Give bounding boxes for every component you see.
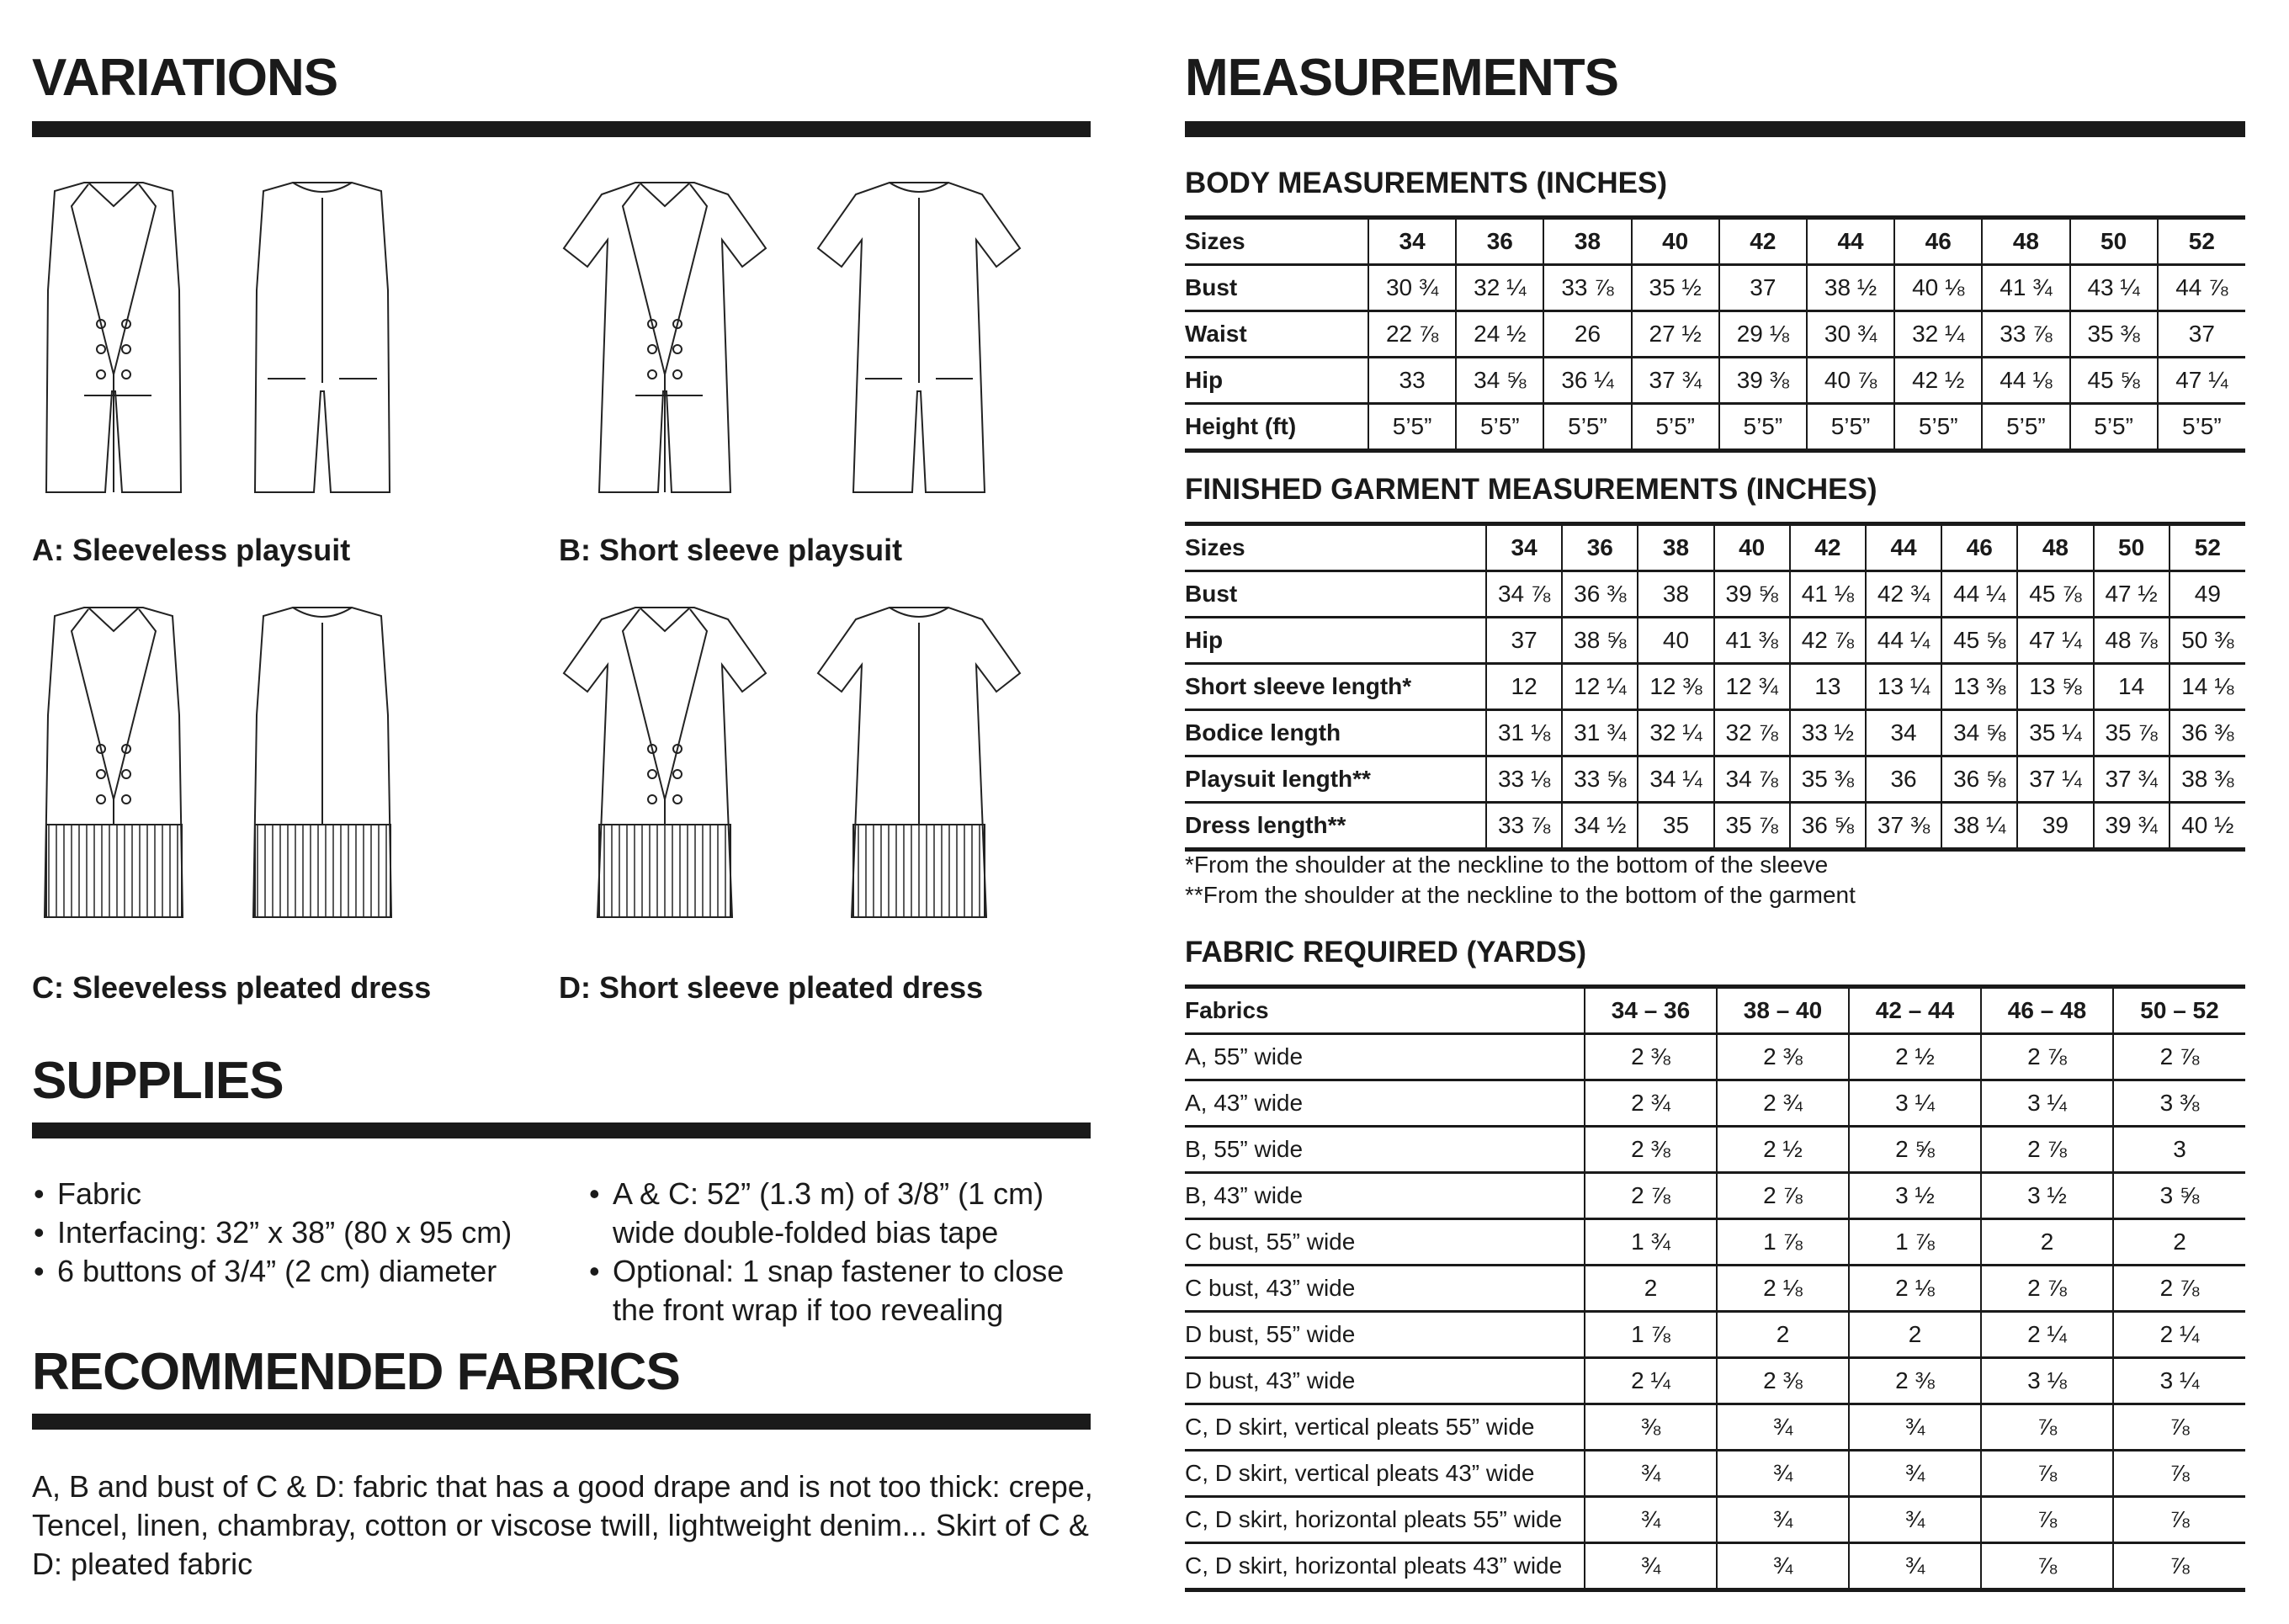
table-cell: 41 ⅜: [1714, 618, 1790, 664]
table-cell: 2: [2113, 1219, 2245, 1266]
table-cell: 2 ⅜: [1717, 1358, 1849, 1404]
table-cell: 2 ⅞: [1717, 1173, 1849, 1219]
row-label: Bodice length: [1185, 710, 1486, 756]
table-row: [1185, 664, 2245, 710]
table-cell: 35: [1638, 803, 1713, 850]
illustration-d-back: [810, 597, 1028, 934]
table-cell: 5’5”: [1894, 404, 1982, 451]
table-cell: 34: [1866, 710, 1941, 756]
table-cell: 36 ⅝: [1941, 756, 2017, 803]
table-cell: 44: [1866, 524, 1941, 571]
table-cell: 1 ⅞: [1585, 1312, 1717, 1358]
table-row: [1185, 1127, 2245, 1173]
sleeveless-playsuit-front-drawing: [34, 172, 194, 509]
table-row: [1185, 1451, 2245, 1497]
table-cell: ⅞: [2113, 1404, 2245, 1451]
table-cell: 30 ¾: [1368, 265, 1456, 311]
table-cell: 33 ⅝: [1562, 756, 1638, 803]
row-label: Hip: [1185, 358, 1368, 404]
table-cell: 1 ¾: [1585, 1219, 1717, 1266]
table-row: [1185, 358, 2245, 404]
table-cell: 2 ⅞: [1981, 1034, 2113, 1080]
table-cell: 42 – 44: [1849, 987, 1981, 1034]
table-cell: 40 ½: [2170, 803, 2245, 850]
table-row: [1185, 710, 2245, 756]
table-cell: ¾: [1717, 1451, 1849, 1497]
row-label: C bust, 43” wide: [1185, 1266, 1585, 1312]
table-cell: 3 ½: [1849, 1173, 1981, 1219]
table-cell: 40: [1638, 618, 1713, 664]
supply-item: • Interfacing: 32” x 38” (80 x 95 cm): [34, 1213, 564, 1252]
table-cell: ¾: [1585, 1497, 1717, 1543]
table-cell: 32 ¼: [1638, 710, 1713, 756]
table-cell: 1 ⅞: [1717, 1219, 1849, 1266]
table-cell: 48: [1982, 218, 2069, 265]
table-cell: 2 ⅜: [1717, 1034, 1849, 1080]
table-cell: 50 – 52: [2113, 987, 2245, 1034]
table-cell: 41 ⅛: [1790, 571, 1866, 618]
table-cell: 2 ⅜: [1849, 1358, 1981, 1404]
table-cell: 46 – 48: [1981, 987, 2113, 1034]
table-cell: ⅞: [2113, 1543, 2245, 1590]
table-cell: 52: [2158, 218, 2245, 265]
table-cell: 3 ¼: [2113, 1358, 2245, 1404]
table-cell: 37 ¼: [2017, 756, 2093, 803]
table-cell: 30 ¾: [1807, 311, 1894, 358]
table-cell: 32 ¼: [1894, 311, 1982, 358]
row-label: Sizes: [1185, 524, 1486, 571]
table-cell: 38 ½: [1807, 265, 1894, 311]
section-rule: [1185, 121, 2245, 137]
variations-title: VARIATIONS: [32, 49, 338, 107]
table-cell: 44 ¼: [1866, 618, 1941, 664]
table-cell: 37: [1486, 618, 1562, 664]
table-cell: 42: [1719, 218, 1807, 265]
table-cell: 35 ⅞: [2094, 710, 2170, 756]
table-cell: ⅞: [1981, 1404, 2113, 1451]
short-sleeve-dress-front-drawing: [555, 597, 774, 934]
table-cell: 5’5”: [2158, 404, 2245, 451]
table-cell: 33: [1368, 358, 1456, 404]
fabric-required-table: [1185, 984, 2245, 1592]
table-cell: 34 ¼: [1638, 756, 1713, 803]
table-cell: 32 ¼: [1456, 265, 1543, 311]
table-cell: 42: [1790, 524, 1866, 571]
table-cell: 5’5”: [1807, 404, 1894, 451]
table-cell: 35 ¼: [2017, 710, 2093, 756]
section-rule: [32, 121, 1091, 137]
table-cell: 38: [1543, 218, 1631, 265]
table-cell: 31 ¾: [1562, 710, 1638, 756]
table-cell: 2 ⅞: [2113, 1034, 2245, 1080]
table-cell: 2 ⅜: [1585, 1034, 1717, 1080]
table-cell: ⅞: [1981, 1543, 2113, 1590]
table-cell: 2 ⅝: [1849, 1127, 1981, 1173]
table-cell: 38: [1638, 571, 1713, 618]
table-cell: 2: [1717, 1312, 1849, 1358]
table-header-row: [1185, 218, 2245, 265]
illustration-a-front: [34, 172, 194, 509]
table-cell: 34 ½: [1562, 803, 1638, 850]
supplies-title: SUPPLIES: [32, 1052, 284, 1110]
table-cell: 36 ⅝: [1790, 803, 1866, 850]
section-rule: [32, 1414, 1091, 1430]
recommended-fabrics-text: A, B and bust of C & D: fabric that has a good drape and is not too thick: crepe, Tencel, linen, chambray, cotton or viscose twill, lightweight denim... Skirt of C & D: pleated fabric: [32, 1469, 1093, 1581]
table-cell: 42 ½: [1894, 358, 1982, 404]
table-cell: 38 ⅝: [1562, 618, 1638, 664]
table-cell: 39 ¾: [2094, 803, 2170, 850]
table-cell: 13 ¼: [1866, 664, 1941, 710]
table-row: [1185, 1312, 2245, 1358]
short-sleeve-playsuit-back-drawing: [810, 172, 1028, 509]
illustration-a-back: [242, 172, 402, 509]
row-label: A, 55” wide: [1185, 1034, 1585, 1080]
table-cell: 2 ¼: [2113, 1312, 2245, 1358]
table-cell: 5’5”: [1982, 404, 2069, 451]
table-cell: 2 ⅜: [1585, 1127, 1717, 1173]
illustration-d-front: [555, 597, 774, 934]
short-sleeve-playsuit-front-drawing: [555, 172, 774, 509]
table-cell: 38 ⅜: [2170, 756, 2245, 803]
table-cell: ¾: [1849, 1543, 1981, 1590]
table-row: [1185, 618, 2245, 664]
supply-item: • 6 buttons of 3/4” (2 cm) diameter: [34, 1252, 564, 1291]
row-label: B, 43” wide: [1185, 1173, 1585, 1219]
table-cell: 40: [1632, 218, 1719, 265]
table-cell: 12 ⅜: [1638, 664, 1713, 710]
illustration-b-front: [555, 172, 774, 509]
table-cell: 2: [1849, 1312, 1981, 1358]
table-cell: 12 ¾: [1714, 664, 1790, 710]
table-cell: 5’5”: [2070, 404, 2158, 451]
table-row: [1185, 1173, 2245, 1219]
table-cell: 39 ⅝: [1714, 571, 1790, 618]
footnote-sleeve: *From the shoulder at the neckline to the bottom of the sleeve: [1185, 852, 1829, 878]
table-cell: 42 ¾: [1866, 571, 1941, 618]
table-cell: 2: [1981, 1219, 2113, 1266]
table-cell: 2 ¾: [1717, 1080, 1849, 1127]
table-cell: 36 ⅜: [2170, 710, 2245, 756]
row-label: Bust: [1185, 265, 1368, 311]
row-label: Fabrics: [1185, 987, 1585, 1034]
table-row: [1185, 756, 2245, 803]
table-cell: 31 ⅛: [1486, 710, 1562, 756]
table-cell: 36: [1562, 524, 1638, 571]
measurements-title: MEASUREMENTS: [1185, 49, 1619, 107]
body-measurements-title: BODY MEASUREMENTS (INCHES): [1185, 167, 1668, 199]
table-cell: 2 ⅞: [1981, 1127, 2113, 1173]
short-sleeve-dress-back-drawing: [810, 597, 1028, 934]
table-cell: 33 ½: [1790, 710, 1866, 756]
table-cell: 37 ¾: [2094, 756, 2170, 803]
table-cell: 47 ½: [2094, 571, 2170, 618]
table-cell: 37 ⅜: [1866, 803, 1941, 850]
table-cell: 5’5”: [1543, 404, 1631, 451]
illustration-b-back: [810, 172, 1028, 509]
table-cell: 12 ¼: [1562, 664, 1638, 710]
row-label: Bust: [1185, 571, 1486, 618]
body-measurements-table: [1185, 215, 2245, 453]
table-cell: 37: [1719, 265, 1807, 311]
row-label: Sizes: [1185, 218, 1368, 265]
table-cell: 13: [1790, 664, 1866, 710]
table-cell: 49: [2170, 571, 2245, 618]
table-cell: 27 ½: [1632, 311, 1719, 358]
table-cell: 33 ⅞: [1543, 265, 1631, 311]
row-label: Waist: [1185, 311, 1368, 358]
table-cell: 40: [1714, 524, 1790, 571]
table-cell: 38: [1638, 524, 1713, 571]
table-cell: 44 ⅛: [1982, 358, 2069, 404]
table-cell: 47 ¼: [2017, 618, 2093, 664]
table-cell: 26: [1543, 311, 1631, 358]
row-label: D bust, 43” wide: [1185, 1358, 1585, 1404]
table-cell: 29 ⅛: [1719, 311, 1807, 358]
illustration-c-back: [242, 597, 402, 934]
table-row: [1185, 803, 2245, 850]
supply-item: • Fabric: [34, 1175, 564, 1213]
table-cell: 45 ⅝: [1941, 618, 2017, 664]
table-cell: 50: [2070, 218, 2158, 265]
table-cell: 2 ⅛: [1717, 1266, 1849, 1312]
table-cell: 2 ¼: [1585, 1358, 1717, 1404]
table-cell: 36: [1456, 218, 1543, 265]
row-label: Dress length**: [1185, 803, 1486, 850]
table-cell: 40 ⅛: [1894, 265, 1982, 311]
row-label: Hip: [1185, 618, 1486, 664]
table-cell: ¾: [1717, 1543, 1849, 1590]
table-cell: 46: [1941, 524, 2017, 571]
table-cell: 48 ⅞: [2094, 618, 2170, 664]
supplies-list-2: [589, 1175, 1094, 1329]
table-cell: 39: [2017, 803, 2093, 850]
table-cell: 14 ⅛: [2170, 664, 2245, 710]
table-cell: 3 ¼: [1849, 1080, 1981, 1127]
table-cell: ¾: [1849, 1497, 1981, 1543]
row-label: Short sleeve length*: [1185, 664, 1486, 710]
table-cell: 33 ⅛: [1486, 756, 1562, 803]
table-cell: 38 ¼: [1941, 803, 2017, 850]
table-cell: 5’5”: [1456, 404, 1543, 451]
row-label: C, D skirt, vertical pleats 55” wide: [1185, 1404, 1585, 1451]
table-cell: 2 ⅞: [1981, 1266, 2113, 1312]
row-label: Height (ft): [1185, 404, 1368, 451]
table-cell: 41 ¾: [1982, 265, 2069, 311]
table-row: [1185, 1497, 2245, 1543]
finished-garment-table: [1185, 522, 2245, 852]
table-cell: 42 ⅞: [1790, 618, 1866, 664]
table-cell: ⅞: [1981, 1451, 2113, 1497]
table-row: [1185, 311, 2245, 358]
table-cell: 14: [2094, 664, 2170, 710]
table-cell: 3 ⅜: [2113, 1080, 2245, 1127]
table-cell: 3 ⅝: [2113, 1173, 2245, 1219]
table-cell: 40 ⅞: [1807, 358, 1894, 404]
table-cell: 1 ⅞: [1849, 1219, 1981, 1266]
table-cell: 38 – 40: [1717, 987, 1849, 1034]
table-row: [1185, 571, 2245, 618]
table-header-row: [1185, 524, 2245, 571]
table-row: [1185, 1219, 2245, 1266]
table-cell: 43 ¼: [2070, 265, 2158, 311]
table-cell: 3 ½: [1981, 1173, 2113, 1219]
table-row: [1185, 1543, 2245, 1590]
sleeveless-playsuit-back-drawing: [242, 172, 402, 509]
table-cell: 24 ½: [1456, 311, 1543, 358]
table-cell: 44 ¼: [1941, 571, 2017, 618]
caption-d: D: Short sleeve pleated dress: [559, 970, 984, 1005]
table-cell: 45 ⅞: [2017, 571, 2093, 618]
table-cell: 36: [1866, 756, 1941, 803]
table-cell: ⅞: [1981, 1497, 2113, 1543]
table-cell: 35 ⅜: [2070, 311, 2158, 358]
table-cell: 36 ¼: [1543, 358, 1631, 404]
table-cell: 3 ¼: [1981, 1080, 2113, 1127]
table-cell: ⅜: [1585, 1404, 1717, 1451]
table-cell: ⅞: [2113, 1497, 2245, 1543]
supply-item: • Optional: 1 snap fastener to close the front wrap if too revealing: [589, 1252, 1094, 1329]
table-cell: 52: [2170, 524, 2245, 571]
table-cell: 5’5”: [1368, 404, 1456, 451]
table-cell: ¾: [1717, 1404, 1849, 1451]
row-label: C, D skirt, horizontal pleats 55” wide: [1185, 1497, 1585, 1543]
table-cell: 33 ⅞: [1486, 803, 1562, 850]
supply-item: • A & C: 52” (1.3 m) of 3/8” (1 cm) wide double-folded bias tape: [589, 1175, 1094, 1252]
illustration-c-front: [34, 597, 194, 934]
table-cell: 3: [2113, 1127, 2245, 1173]
table-row: [1185, 1358, 2245, 1404]
table-row: [1185, 1080, 2245, 1127]
table-cell: ¾: [1585, 1451, 1717, 1497]
sleeveless-dress-back-drawing: [242, 597, 402, 934]
table-cell: ¾: [1717, 1497, 1849, 1543]
fabric-required-title: FABRIC REQUIRED (YARDS): [1185, 936, 1587, 969]
row-label: A, 43” wide: [1185, 1080, 1585, 1127]
table-cell: 34: [1368, 218, 1456, 265]
table-cell: 44 ⅞: [2158, 265, 2245, 311]
table-cell: 2 ⅞: [1585, 1173, 1717, 1219]
recommended-fabrics-title: RECOMMENDED FABRICS: [32, 1343, 680, 1401]
caption-b: B: Short sleeve playsuit: [559, 533, 903, 567]
table-cell: 12: [1486, 664, 1562, 710]
row-label: C, D skirt, vertical pleats 43” wide: [1185, 1451, 1585, 1497]
caption-c: C: Sleeveless pleated dress: [32, 970, 432, 1005]
table-cell: 39 ⅜: [1719, 358, 1807, 404]
table-cell: 2: [1585, 1266, 1717, 1312]
table-cell: 46: [1894, 218, 1982, 265]
table-cell: ⅞: [2113, 1451, 2245, 1497]
table-cell: 34 ⅝: [1941, 710, 2017, 756]
table-cell: 22 ⅞: [1368, 311, 1456, 358]
table-cell: 37 ¾: [1632, 358, 1719, 404]
table-cell: 47 ¼: [2158, 358, 2245, 404]
table-cell: 35 ⅜: [1790, 756, 1866, 803]
table-cell: 5’5”: [1719, 404, 1807, 451]
section-rule: [32, 1122, 1091, 1138]
table-cell: 37: [2158, 311, 2245, 358]
table-cell: ¾: [1849, 1451, 1981, 1497]
table-row: [1185, 1404, 2245, 1451]
table-cell: 45 ⅝: [2070, 358, 2158, 404]
table-cell: 50 ⅜: [2170, 618, 2245, 664]
table-cell: 2 ½: [1717, 1127, 1849, 1173]
table-cell: 13 ⅝: [2017, 664, 2093, 710]
table-cell: ¾: [1585, 1543, 1717, 1590]
table-cell: 32 ⅞: [1714, 710, 1790, 756]
table-cell: ¾: [1849, 1404, 1981, 1451]
table-cell: 2 ⅞: [2113, 1266, 2245, 1312]
table-cell: 3 ⅛: [1981, 1358, 2113, 1404]
table-cell: 35 ⅞: [1714, 803, 1790, 850]
table-cell: 2 ¾: [1585, 1080, 1717, 1127]
table-cell: 34 – 36: [1585, 987, 1717, 1034]
row-label: C bust, 55” wide: [1185, 1219, 1585, 1266]
table-cell: 2 ¼: [1981, 1312, 2113, 1358]
sleeveless-dress-front-drawing: [34, 597, 194, 934]
table-row: [1185, 404, 2245, 451]
table-cell: 48: [2017, 524, 2093, 571]
table-cell: 2 ½: [1849, 1034, 1981, 1080]
row-label: D bust, 55” wide: [1185, 1312, 1585, 1358]
table-cell: 50: [2094, 524, 2170, 571]
table-cell: 13 ⅜: [1941, 664, 2017, 710]
table-cell: 2 ⅛: [1849, 1266, 1981, 1312]
table-cell: 36 ⅜: [1562, 571, 1638, 618]
row-label: C, D skirt, horizontal pleats 43” wide: [1185, 1543, 1585, 1590]
table-cell: 34: [1486, 524, 1562, 571]
table-cell: 33 ⅞: [1982, 311, 2069, 358]
table-cell: 35 ½: [1632, 265, 1719, 311]
finished-garment-title: FINISHED GARMENT MEASUREMENTS (INCHES): [1185, 473, 1877, 506]
table-header-row: [1185, 987, 2245, 1034]
table-cell: 5’5”: [1632, 404, 1719, 451]
caption-a: A: Sleeveless playsuit: [32, 533, 351, 567]
table-cell: 34 ⅞: [1714, 756, 1790, 803]
table-row: [1185, 265, 2245, 311]
row-label: Playsuit length**: [1185, 756, 1486, 803]
table-row: [1185, 1266, 2245, 1312]
table-row: [1185, 1034, 2245, 1080]
supplies-list-1: [34, 1175, 564, 1291]
table-cell: 34 ⅞: [1486, 571, 1562, 618]
table-cell: 44: [1807, 218, 1894, 265]
table-cell: 34 ⅝: [1456, 358, 1543, 404]
footnote-garment: **From the shoulder at the neckline to the bottom of the garment: [1185, 882, 1856, 908]
row-label: B, 55” wide: [1185, 1127, 1585, 1173]
